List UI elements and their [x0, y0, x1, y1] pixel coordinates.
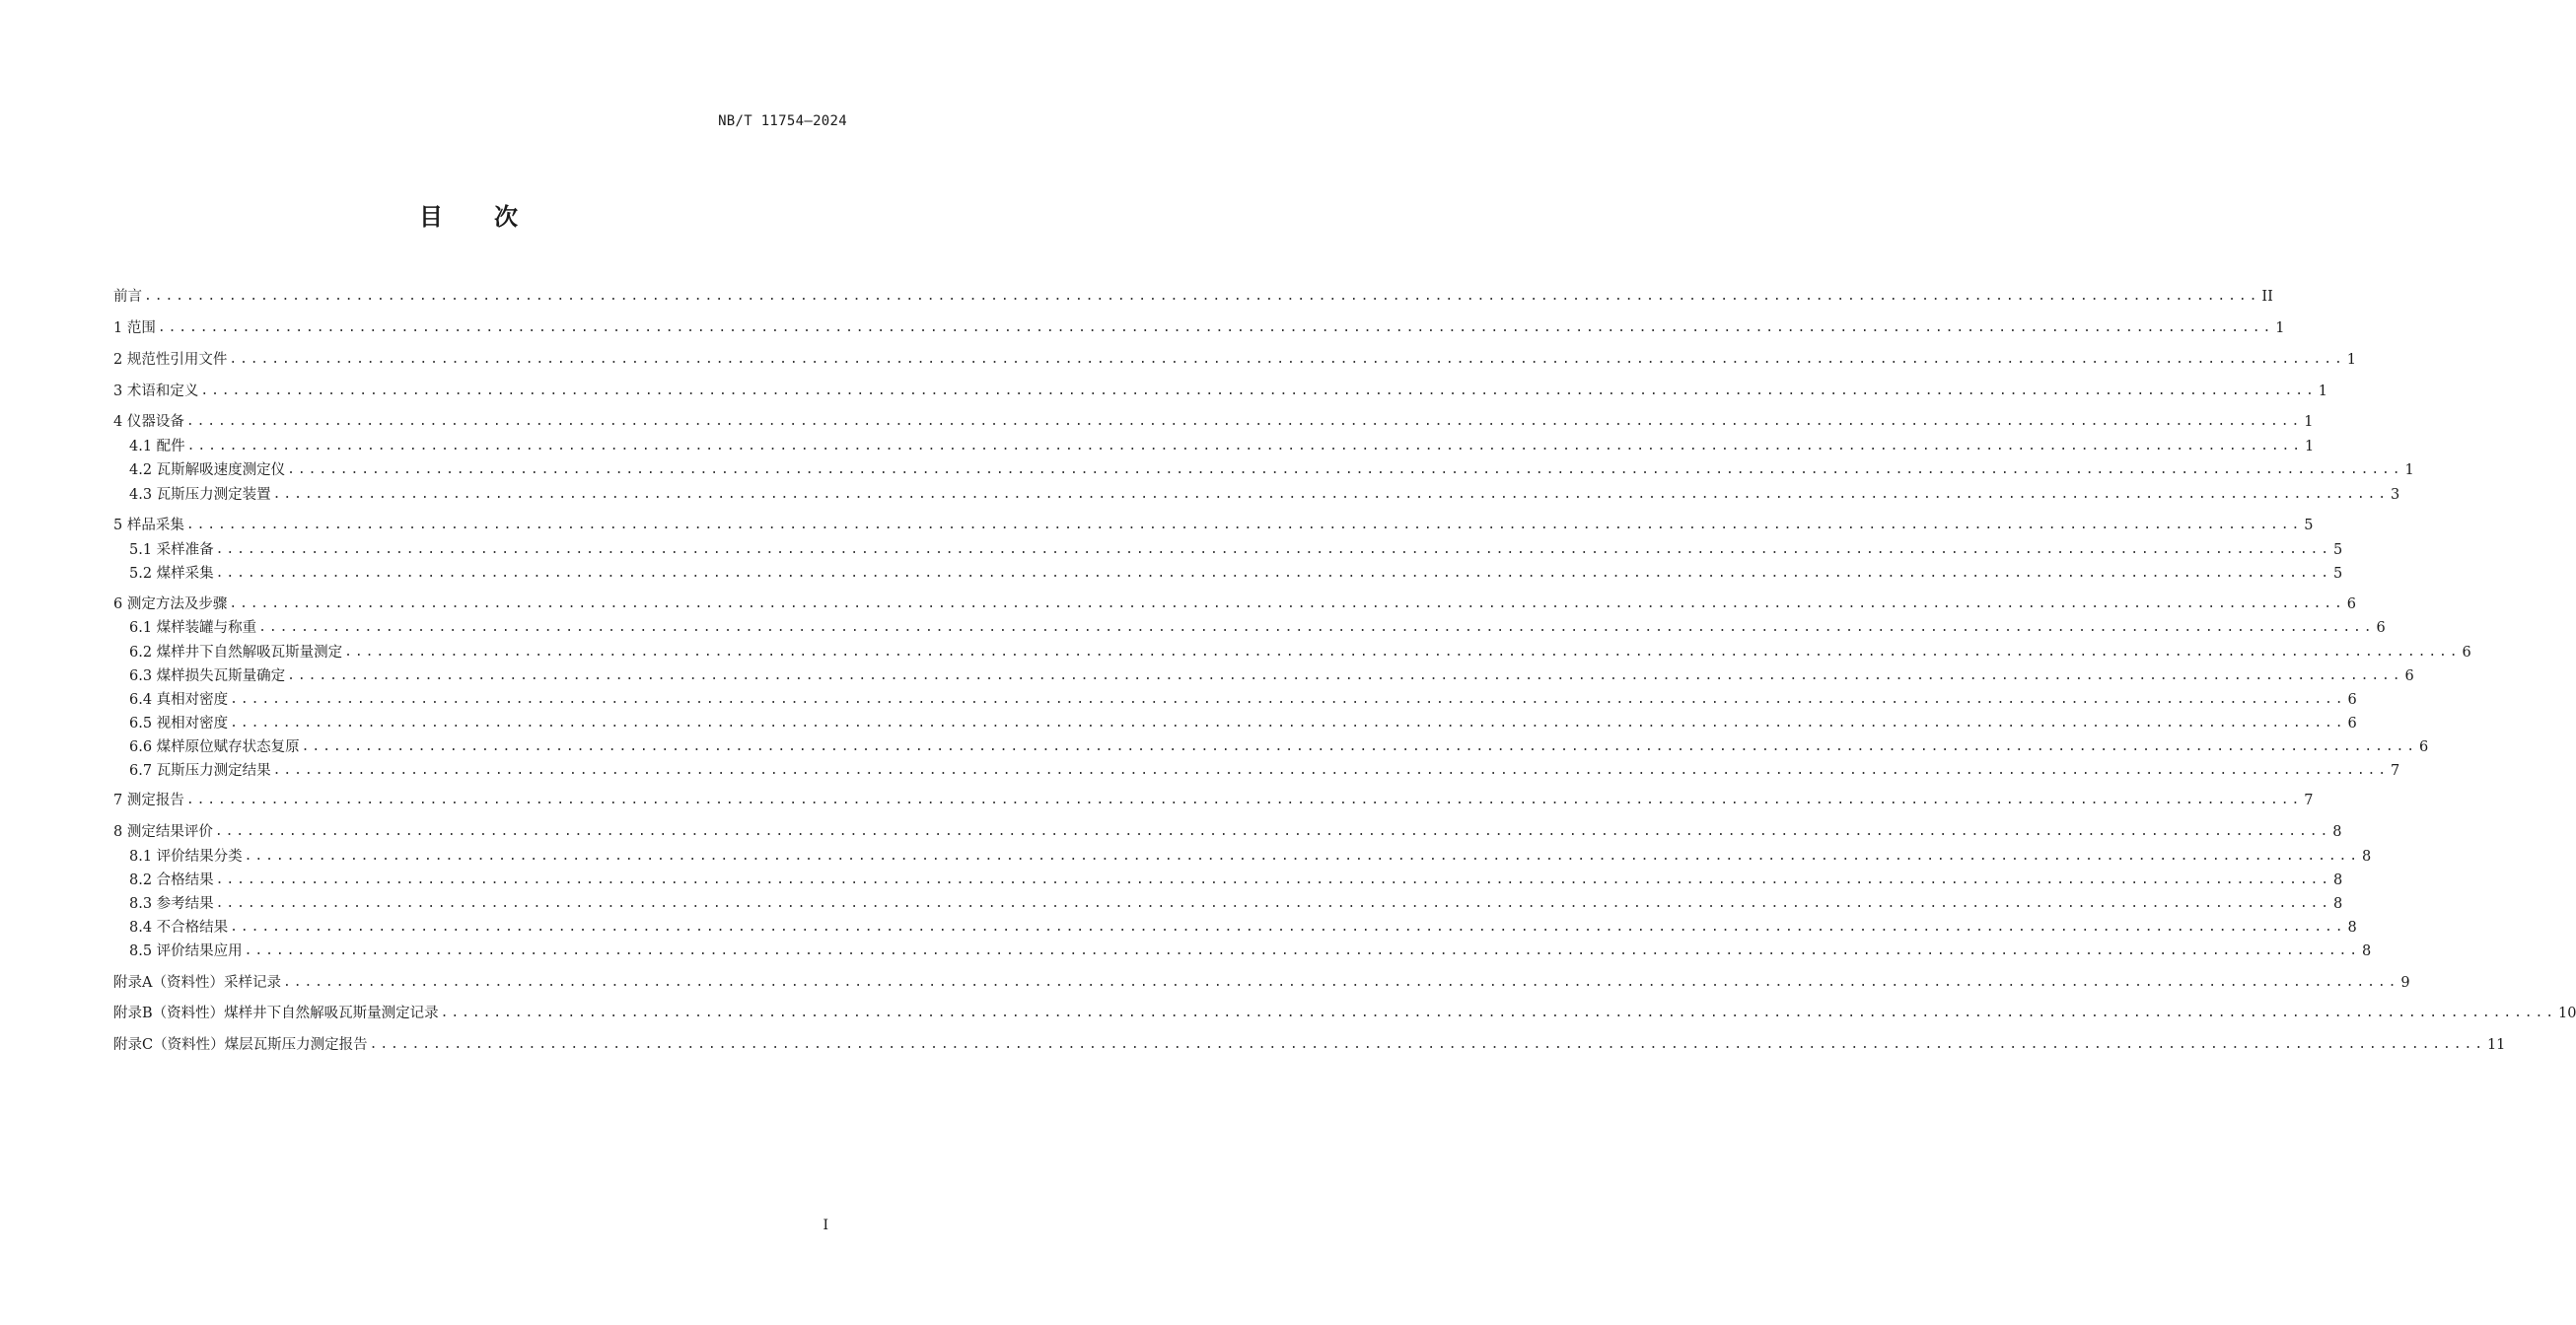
toc-leader-dots: ........................................................................................................................................................................................................: [185, 518, 2303, 532]
toc-entry-page: 8: [2332, 824, 2342, 840]
toc-entry-label: 煤样井下自然解吸瓦斯量测定: [156, 645, 343, 661]
toc-leader-dots: ........................................................................................................................................................................................................: [287, 462, 2403, 477]
toc-entry-page: 1: [2304, 414, 2314, 430]
toc-entry-page: 6: [2347, 716, 2357, 732]
toc-leader-dots: ........................................................................................................................................................................................................: [186, 439, 2304, 453]
toc-leader-dots: ........................................................................................................................................................................................................: [200, 384, 2317, 398]
toc-entry-page: 1: [2346, 352, 2356, 368]
toc-entry-number: 1: [113, 320, 127, 336]
toc-leader-dots: ........................................................................................................................................................................................................: [287, 668, 2403, 683]
toc-entry[interactable]: [113, 819, 2342, 841]
toc-leader-dots: ........................................................................................................................................................................................................: [272, 487, 2390, 502]
toc-entry[interactable]: [113, 379, 2327, 400]
toc-entry-number: 8: [113, 824, 127, 840]
toc-leader-dots: ........................................................................................................................................................................................................: [229, 596, 2345, 611]
toc-entry-label: 规范性引用文件: [126, 352, 228, 368]
toc-entry-label: 煤样原位赋存状态复原: [156, 739, 300, 755]
toc-entry-label: 煤样采集: [156, 566, 214, 582]
toc-entry-label: 合格结果: [156, 872, 214, 888]
toc-leader-dots: ........................................................................................................................................................................................................: [230, 692, 2346, 707]
toc-entry[interactable]: [129, 640, 2471, 662]
toc-entry-number: 8.2: [129, 872, 157, 888]
toc-entry[interactable]: [113, 970, 2410, 992]
toc-entry[interactable]: [113, 347, 2356, 369]
toc-entry-label: 样品采集: [126, 518, 184, 533]
toc-entry-label: 测定报告: [126, 793, 184, 808]
toc-entry-page: 8: [2362, 849, 2372, 865]
toc-entry-label: 不合格结果: [156, 920, 229, 936]
toc-entry-number: 5.2: [129, 566, 157, 582]
toc-entry-number: 8.5: [129, 943, 157, 959]
toc-entry-page: 8: [2362, 943, 2372, 959]
toc-entry[interactable]: [129, 457, 2414, 479]
toc-entry-page: 1: [2318, 384, 2327, 399]
toc-leader-dots: ........................................................................................................................................................................................................: [344, 645, 2461, 660]
toc-entry-label: 参考结果: [156, 896, 214, 912]
toc-entry-number: 6.5: [129, 716, 157, 732]
toc-leader-dots: ........................................................................................................................................................................................................: [258, 620, 2375, 635]
toc-entry-label: 真相对密度: [156, 692, 229, 708]
title-char-2: 次: [494, 203, 518, 231]
toc-entry-number: 7: [113, 793, 127, 808]
toc-entry-label: 测定方法及步骤: [126, 596, 228, 612]
toc-entry-page: 6: [2347, 692, 2357, 708]
toc-entry-page: 6: [2376, 620, 2386, 636]
toc-entry-number: 6.2: [129, 645, 157, 661]
toc-entry[interactable]: [113, 513, 2314, 534]
toc-entry-label: 仪器设备: [126, 414, 184, 430]
toc-entry[interactable]: [113, 409, 2314, 431]
toc-entry[interactable]: [129, 615, 2386, 637]
toc-entry-number: 8.3: [129, 896, 157, 912]
toc-entry[interactable]: [129, 482, 2400, 504]
toc-entry-number: 5: [113, 518, 127, 533]
toc-leader-dots: ........................................................................................................................................................................................................: [282, 975, 2399, 990]
toc-entry[interactable]: [113, 315, 2285, 337]
toc-leader-dots: ........................................................................................................................................................................................................: [144, 289, 2260, 304]
toc-leader-dots: ........................................................................................................................................................................................................: [244, 849, 2361, 864]
toc-entry[interactable]: [129, 537, 2343, 559]
toc-entry-number: 6.7: [129, 763, 157, 779]
toc-entry[interactable]: [129, 891, 2343, 913]
toc-leader-dots: ........................................................................................................................................................................................................: [440, 1006, 2556, 1020]
toc-entry-number: 4.1: [129, 439, 157, 454]
toc-entry-number: 4: [113, 414, 127, 430]
toc-entry-page: 6: [2404, 668, 2414, 684]
toc-leader-dots: ........................................................................................................................................................................................................: [214, 824, 2331, 839]
page-number: I: [823, 1218, 828, 1233]
toc-leader-dots: ........................................................................................................................................................................................................: [215, 566, 2332, 581]
toc-entry-label: 煤样损失瓦斯量确定: [156, 668, 286, 684]
toc-entry-label: 配件: [156, 439, 185, 454]
toc-entry-label: 煤样装罐与称重: [156, 620, 257, 636]
toc-entry-page: 7: [2304, 793, 2314, 808]
toc-entry-page: 8: [2333, 896, 2343, 912]
toc-entry[interactable]: [113, 788, 2314, 809]
toc-entry[interactable]: [129, 939, 2372, 960]
toc-entry-label: 瓦斯压力测定装置: [156, 487, 271, 503]
toc-entry-label: 前言: [113, 289, 142, 305]
toc-entry-label: 附录A（资料性）采样记录: [113, 975, 281, 991]
toc-entry-page: 3: [2391, 487, 2400, 503]
toc-entry-page: 10: [2558, 1006, 2576, 1021]
toc-entry[interactable]: [113, 284, 2273, 306]
toc-entry-label: 评价结果分类: [156, 849, 243, 865]
toc-entry[interactable]: [129, 434, 2315, 455]
toc-entry-label: 瓦斯压力测定结果: [156, 763, 271, 779]
toc-entry-number: 6.1: [129, 620, 157, 636]
toc-entry-page: 6: [2419, 739, 2429, 755]
toc-entry-number: 8.4: [129, 920, 157, 936]
toc-entry-page: 8: [2333, 872, 2343, 888]
toc-leader-dots: ........................................................................................................................................................................................................: [369, 1037, 2485, 1052]
toc-entry-page: 8: [2347, 920, 2357, 936]
toc-entry-label: 评价结果应用: [156, 943, 243, 959]
toc-entry-page: 9: [2400, 975, 2410, 991]
toc-entry-number: 6: [113, 596, 127, 612]
toc-entry[interactable]: [129, 663, 2414, 685]
toc-entry-number: 5.1: [129, 542, 157, 558]
toc-entry-number: 3: [113, 384, 127, 399]
toc-entry-number: 4.2: [129, 462, 157, 478]
toc-entry[interactable]: [129, 758, 2400, 780]
toc-entry-page: 1: [2305, 439, 2315, 454]
toc-leader-dots: ........................................................................................................................................................................................................: [244, 943, 2361, 958]
toc-entry-label: 采样准备: [156, 542, 214, 558]
toc-entry[interactable]: [129, 868, 2343, 889]
toc-leader-dots: ........................................................................................................................................................................................................: [185, 793, 2303, 807]
toc-entry[interactable]: [129, 711, 2357, 732]
toc-entry-page: 5: [2333, 566, 2343, 582]
toc-entry[interactable]: [129, 561, 2343, 583]
toc-entry[interactable]: [113, 592, 2356, 613]
toc-entry-label: 测定结果评价: [126, 824, 213, 840]
toc-entry-label: 范围: [126, 320, 156, 336]
toc-entry[interactable]: [113, 1001, 2576, 1022]
toc-leader-dots: ........................................................................................................................................................................................................: [272, 763, 2390, 778]
toc-entry[interactable]: [129, 687, 2357, 709]
toc-entry-label: 瓦斯解吸速度测定仪: [156, 462, 286, 478]
toc-entry-page: 11: [2486, 1037, 2506, 1053]
toc-entry-page: 5: [2333, 542, 2343, 558]
toc-leader-dots: ........................................................................................................................................................................................................: [230, 920, 2346, 935]
toc-entry-page: 6: [2346, 596, 2356, 612]
toc-entry-label: 术语和定义: [126, 384, 199, 399]
toc-leader-dots: ........................................................................................................................................................................................................: [215, 542, 2332, 557]
page-title: [0, 197, 937, 232]
toc-entry-page: 7: [2391, 763, 2400, 779]
toc-entry-number: 6.4: [129, 692, 157, 708]
toc-entry-number: 4.3: [129, 487, 157, 503]
toc-entry-label: 附录B（资料性）煤样井下自然解吸瓦斯量测定记录: [113, 1006, 439, 1021]
toc-entry-page: II: [2261, 289, 2273, 305]
toc-leader-dots: ........................................................................................................................................................................................................: [157, 320, 2274, 335]
toc-entry-number: 2: [113, 352, 127, 368]
toc-entry[interactable]: [129, 844, 2372, 866]
toc-leader-dots: ........................................................................................................................................................................................................: [215, 896, 2332, 911]
toc-entry-label: 附录C（资料性）煤层瓦斯压力测定报告: [113, 1037, 368, 1053]
toc-entry-page: 1: [2404, 462, 2414, 478]
toc-entry-number: 6.3: [129, 668, 157, 684]
toc-entry-page: 1: [2275, 320, 2285, 336]
toc-entry-page: 6: [2462, 645, 2471, 661]
document-code: NB/T 11754—2024: [718, 113, 847, 129]
toc-entry-page: 5: [2304, 518, 2314, 533]
toc-entry-label: 视相对密度: [156, 716, 229, 732]
toc-entry-number: 8.1: [129, 849, 157, 865]
toc-leader-dots: ........................................................................................................................................................................................................: [230, 716, 2346, 731]
toc-entry[interactable]: [129, 915, 2357, 937]
toc-leader-dots: ........................................................................................................................................................................................................: [185, 414, 2303, 429]
toc-leader-dots: ........................................................................................................................................................................................................: [215, 872, 2332, 887]
title-char-1: 目: [419, 203, 443, 231]
toc-entry[interactable]: [113, 1032, 2506, 1054]
toc-entry[interactable]: [129, 734, 2429, 756]
toc-leader-dots: ........................................................................................................................................................................................................: [301, 739, 2418, 754]
toc-entry-number: 6.6: [129, 739, 157, 755]
toc-leader-dots: ........................................................................................................................................................................................................: [229, 352, 2345, 367]
